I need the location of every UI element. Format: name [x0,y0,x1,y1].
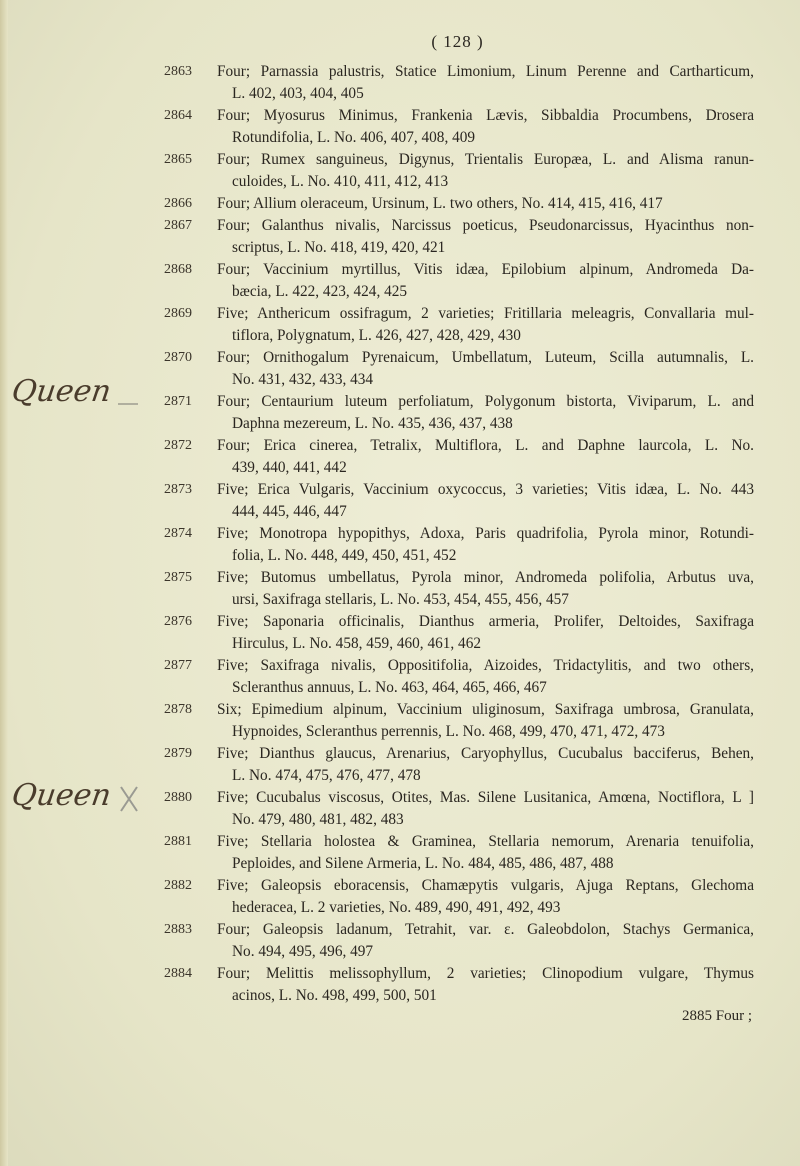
entry-text [217,347,754,391]
entry-number: 2876 [164,614,192,629]
entry-number: 2878 [164,702,192,717]
list-item [164,699,754,743]
list-item [164,149,754,193]
entry-line: Daphna mezereum, L. No. 435, 436, 437, 438 [232,415,513,432]
entry-text [217,149,754,193]
page-number: ( 128 ) [431,32,484,51]
entry-line: Five; Anthericum ossifragum, 2 varieties; Fritillaria meleagris, Convallaria mul- [217,305,754,322]
entry-text [217,787,754,831]
entry-line: 444, 445, 446, 447 [232,503,347,520]
entry-number: 2879 [164,746,192,761]
entry-line: Five; Stellaria holostea & Graminea, Stellaria nemorum, Arenaria tenuifolia, [217,833,754,850]
entry-number: 2872 [164,438,192,453]
list-item [164,479,754,523]
entry-text [217,435,754,479]
entry-line: Five; Cucubalus viscosus, Otites, Mas. Silene Lusitanica, Amœna, Noctiflora, L ] [217,789,754,806]
entry-number: 2865 [164,152,192,167]
entry-line: Five; Galeopsis eboracensis, Chamæpytis vulgaris, Ajuga Reptans, Glechoma [217,877,754,894]
book-gutter [0,0,8,1166]
entry-number: 2871 [164,394,192,409]
entry-text [217,743,754,787]
list-item [164,919,754,963]
entry-number: 2869 [164,306,192,321]
entry-line: Five; Dianthus glaucus, Arenarius, Caryophyllus, Cucubalus bacciferus, Behen, [217,745,754,762]
entry-line: L. 402, 403, 404, 405 [232,85,364,102]
entry-text [217,391,754,435]
entry-number: 2866 [164,196,192,211]
entry-line: Six; Epimedium alpinum, Vaccinium uliginosum, Saxifraga umbrosa, Granulata, [217,701,754,718]
list-item [164,743,754,787]
annotation-x-mark-icon [118,784,140,814]
entry-line: Hirculus, L. No. 458, 459, 460, 461, 462 [232,635,481,652]
list-item [164,523,754,567]
list-item [164,215,754,259]
entry-line: Five; Saponaria officinalis, Dianthus armeria, Prolifer, Deltoides, Saxifraga [217,613,754,630]
entry-number: 2884 [164,966,192,981]
entry-line: acinos, L. No. 498, 499, 500, 501 [232,987,437,1004]
list-item [164,435,754,479]
entry-line: culoides, L. No. 410, 411, 412, 413 [232,173,449,190]
handwritten-annotation: Queen [9,374,114,409]
entry-line: Peploides, and Silene Armeria, L. No. 484, 485, 486, 487, 488 [232,855,614,872]
entry-line: Four; Centaurium luteum perfoliatum, Polygonum bistorta, Viviparum, L. and [217,393,754,410]
annotation-dash [118,403,138,405]
entry-text [217,919,754,963]
entry-text [217,105,754,149]
list-item [164,61,754,105]
list-item [164,875,754,919]
entry-line: Four; Melittis melissophyllum, 2 varieties; Clinopodium vulgare, Thymus [217,965,754,982]
entry-line: No. 494, 495, 496, 497 [232,943,374,960]
list-item [164,259,754,303]
handwritten-annotation: Queen [9,778,114,813]
list-item [164,391,754,435]
entry-number: 2870 [164,350,192,365]
entry-line: Hypnoides, Scleranthus perrennis, L. No. 468, 499, 470, 471, 472, 473 [232,723,665,740]
list-item [164,655,754,699]
entry-line: Five; Erica Vulgaris, Vaccinium oxycoccus, 3 varieties; Vitis idæa, L. No. 443 [217,481,754,498]
list-item [164,963,754,1007]
entry-line: ursi, Saxifraga stellaris, L. No. 453, 454, 455, 456, 457 [232,591,569,608]
entry-line: Rotundifolia, L. No. 406, 407, 408, 409 [232,129,476,146]
entry-number: 2883 [164,922,192,937]
entry-line: No. 431, 432, 433, 434 [232,371,374,388]
entry-number: 2874 [164,526,192,541]
entry-text [217,259,754,303]
entry-line: tiflora, Polygnatum, L. 426, 427, 428, 429, 430 [232,327,521,344]
entry-text [217,611,754,655]
list-item [164,347,754,391]
entry-line: scriptus, L. No. 418, 419, 420, 421 [232,239,446,256]
entry-number: 2863 [164,64,192,79]
entry-line: Four; Vaccinium myrtillus, Vitis idæa, Epilobium alpinum, Andromeda Da- [217,261,754,278]
entry-line: hederacea, L. 2 varieties, No. 489, 490, 491, 492, 493 [232,899,561,916]
entry-line: Four; Parnassia palustris, Statice Limonium, Linum Perenne and Cartharticum, [217,63,754,80]
entry-line: Four; Myosurus Minimus, Frankenia Lævis, Sibbaldia Procumbens, Drosera [217,107,754,124]
entry-line: Five; Saxifraga nivalis, Oppositifolia, Aizoides, Tridactylitis, and two others, [217,657,754,674]
entry-text [217,567,754,611]
list-item [164,105,754,149]
entry-line: Five; Butomus umbellatus, Pyrola minor, Andromeda polifolia, Arbutus uva, [217,569,754,586]
entry-number: 2864 [164,108,192,123]
entry-line: Five; Monotropa hypopithys, Adoxa, Paris quadrifolia, Pyrola minor, Rotundi- [217,525,754,542]
entry-text [217,655,754,699]
entry-line: Four; Erica cinerea, Tetralix, Multiflora, L. and Daphne laurcola, L. No. [217,437,754,454]
entry-line: No. 479, 480, 481, 482, 483 [232,811,404,828]
entry-text [217,215,754,259]
list-item [164,611,754,655]
entry-text [217,831,754,875]
entry-line: Four; Ornithogalum Pyrenaicum, Umbellatum, Luteum, Scilla autumnalis, L. [217,349,754,366]
entry-number: 2867 [164,218,192,233]
entry-line: L. No. 474, 475, 476, 477, 478 [232,767,421,784]
entry-list [164,61,754,1007]
entry-line: Four; Galeopsis ladanum, Tetrahit, var. ε. Galeobdolon, Stachys Germanica, [217,921,754,938]
list-item [164,567,754,611]
entry-text [217,523,754,567]
entry-text [217,193,754,215]
entry-number: 2868 [164,262,192,277]
catchword: 2885 Four ; [681,1008,752,1024]
entry-number: 2875 [164,570,192,585]
entry-line: folia, L. No. 448, 449, 450, 451, 452 [232,547,457,564]
entry-line: bæcia, L. 422, 423, 424, 425 [232,283,408,300]
entry-text [217,963,754,1007]
entry-number: 2873 [164,482,192,497]
entry-line: Four; Allium oleraceum, Ursinum, L. two others, No. 414, 415, 416, 417 [217,195,663,212]
entry-text [217,479,754,523]
entry-number: 2882 [164,878,192,893]
entry-text [217,61,754,105]
list-item [164,303,754,347]
entry-text [217,303,754,347]
list-item [164,831,754,875]
entry-number: 2881 [164,834,192,849]
entry-line: Scleranthus annuus, L. No. 463, 464, 465, 466, 467 [232,679,547,696]
entry-number: 2877 [164,658,192,673]
entry-text [217,875,754,919]
entry-number: 2880 [164,790,192,805]
entry-line: Four; Rumex sanguineus, Digynus, Trientalis Europæa, L. and Alisma ranun- [217,151,754,168]
entry-line: 439, 440, 441, 442 [232,459,347,476]
entry-line: Four; Galanthus nivalis, Narcissus poeticus, Pseudonarcissus, Hyacinthus non- [217,217,754,234]
list-item [164,787,754,831]
entry-text [217,699,754,743]
list-item [164,193,754,215]
